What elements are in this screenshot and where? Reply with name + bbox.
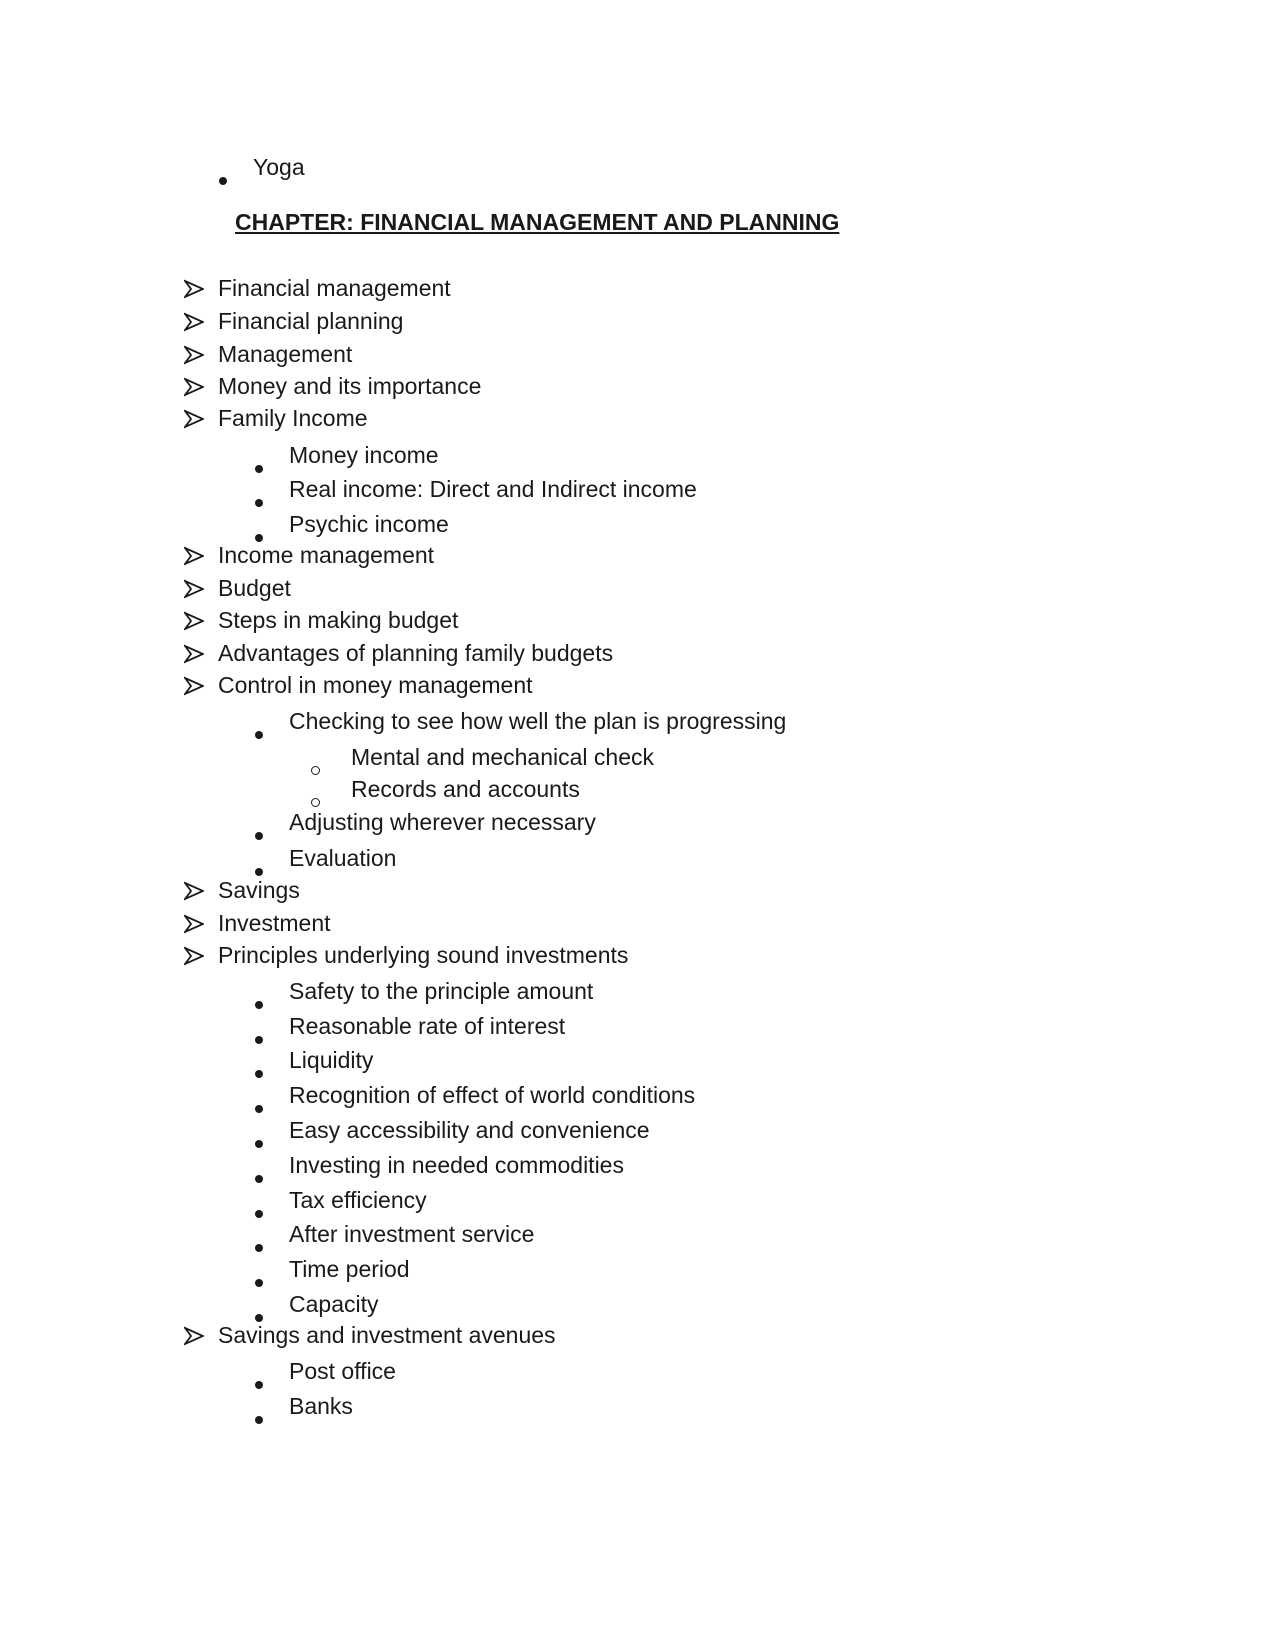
- arrow-bullet-icon: [184, 577, 204, 605]
- bullet-icon: [255, 451, 263, 479]
- bullet-icon: [255, 717, 263, 745]
- list-item-text: Banks: [289, 1393, 353, 1419]
- bullet-icon: [255, 987, 263, 1015]
- arrow-bullet-icon: [184, 944, 204, 972]
- arrow-bullet-icon: [184, 1324, 204, 1352]
- bullet-icon: [255, 1091, 263, 1119]
- arrow-bullet-icon: [184, 375, 204, 403]
- list-item-text: Yoga: [253, 154, 305, 180]
- bullet-icon: [255, 1022, 263, 1050]
- list-item-text: Financial management: [218, 275, 451, 301]
- bullet-icon: [255, 1056, 263, 1084]
- list-item-text: Income management: [218, 542, 435, 568]
- list-item-text: After investment service: [289, 1221, 535, 1247]
- bullet-icon: [255, 1230, 263, 1258]
- arrow-bullet-icon: [184, 879, 204, 907]
- bullet-icon: [255, 1265, 263, 1293]
- arrow-bullet-icon: [184, 407, 204, 435]
- list-item-text: Budget: [218, 575, 291, 601]
- arrow-bullet-icon: [184, 912, 204, 940]
- list-item-text: Savings and investment avenues: [218, 1322, 556, 1348]
- bullet-icon: [255, 818, 263, 846]
- list-item-text: Capacity: [289, 1291, 379, 1317]
- list-item-text: Advantages of planning family budgets: [218, 640, 614, 666]
- arrow-bullet-icon: [184, 674, 204, 702]
- bullet-icon: [255, 1126, 263, 1154]
- list-item-text: Psychic income: [289, 511, 449, 537]
- list-item-text: Investment: [218, 910, 331, 936]
- arrow-bullet-icon: [184, 277, 204, 305]
- list-item-text: Safety to the principle amount: [289, 978, 594, 1004]
- bullet-icon: [255, 1402, 263, 1430]
- list-item-text: Management: [218, 341, 353, 367]
- bullet-icon: [255, 1196, 263, 1224]
- list-item-text: Money income: [289, 442, 439, 468]
- list-item-text: Investing in needed commodities: [289, 1152, 624, 1178]
- list-item-text: Real income: Direct and Indirect income: [289, 476, 697, 502]
- list-item-text: Reasonable rate of interest: [289, 1013, 566, 1039]
- list-item-text: Principles underlying sound investments: [218, 942, 629, 968]
- list-item-text: Mental and mechanical check: [351, 744, 654, 770]
- arrow-bullet-icon: [184, 609, 204, 637]
- list-item-text: Control in money management: [218, 672, 533, 698]
- list-item-text: Records and accounts: [351, 776, 580, 802]
- list-item-text: Recognition of effect of world conditions: [289, 1082, 696, 1108]
- circle-bullet-icon: [311, 753, 320, 781]
- list-item-text: Evaluation: [289, 845, 397, 871]
- list-item-text: Money and its importance: [218, 373, 482, 399]
- arrow-bullet-icon: [184, 343, 204, 371]
- list-item-text: Steps in making budget: [218, 607, 459, 633]
- list-item-text: Family Income: [218, 405, 368, 431]
- arrow-bullet-icon: [184, 544, 204, 572]
- bullet-icon: [255, 1367, 263, 1395]
- list-item-text: Liquidity: [289, 1047, 374, 1073]
- chapter-title: CHAPTER: FINANCIAL MANAGEMENT AND PLANNING: [235, 209, 840, 235]
- list-item-text: Savings: [218, 877, 300, 903]
- arrow-bullet-icon: [184, 310, 204, 338]
- list-item-text: Checking to see how well the plan is progressing: [289, 708, 787, 734]
- bullet-icon: [219, 163, 227, 191]
- list-item-text: Time period: [289, 1256, 410, 1282]
- bullet-icon: [255, 485, 263, 513]
- list-item-text: Post office: [289, 1358, 396, 1384]
- list-item-text: Adjusting wherever necessary: [289, 809, 596, 835]
- arrow-bullet-icon: [184, 642, 204, 670]
- list-item-text: Tax efficiency: [289, 1187, 427, 1213]
- bullet-icon: [255, 1161, 263, 1189]
- list-item-text: Financial planning: [218, 308, 404, 334]
- list-item-text: Easy accessibility and convenience: [289, 1117, 650, 1143]
